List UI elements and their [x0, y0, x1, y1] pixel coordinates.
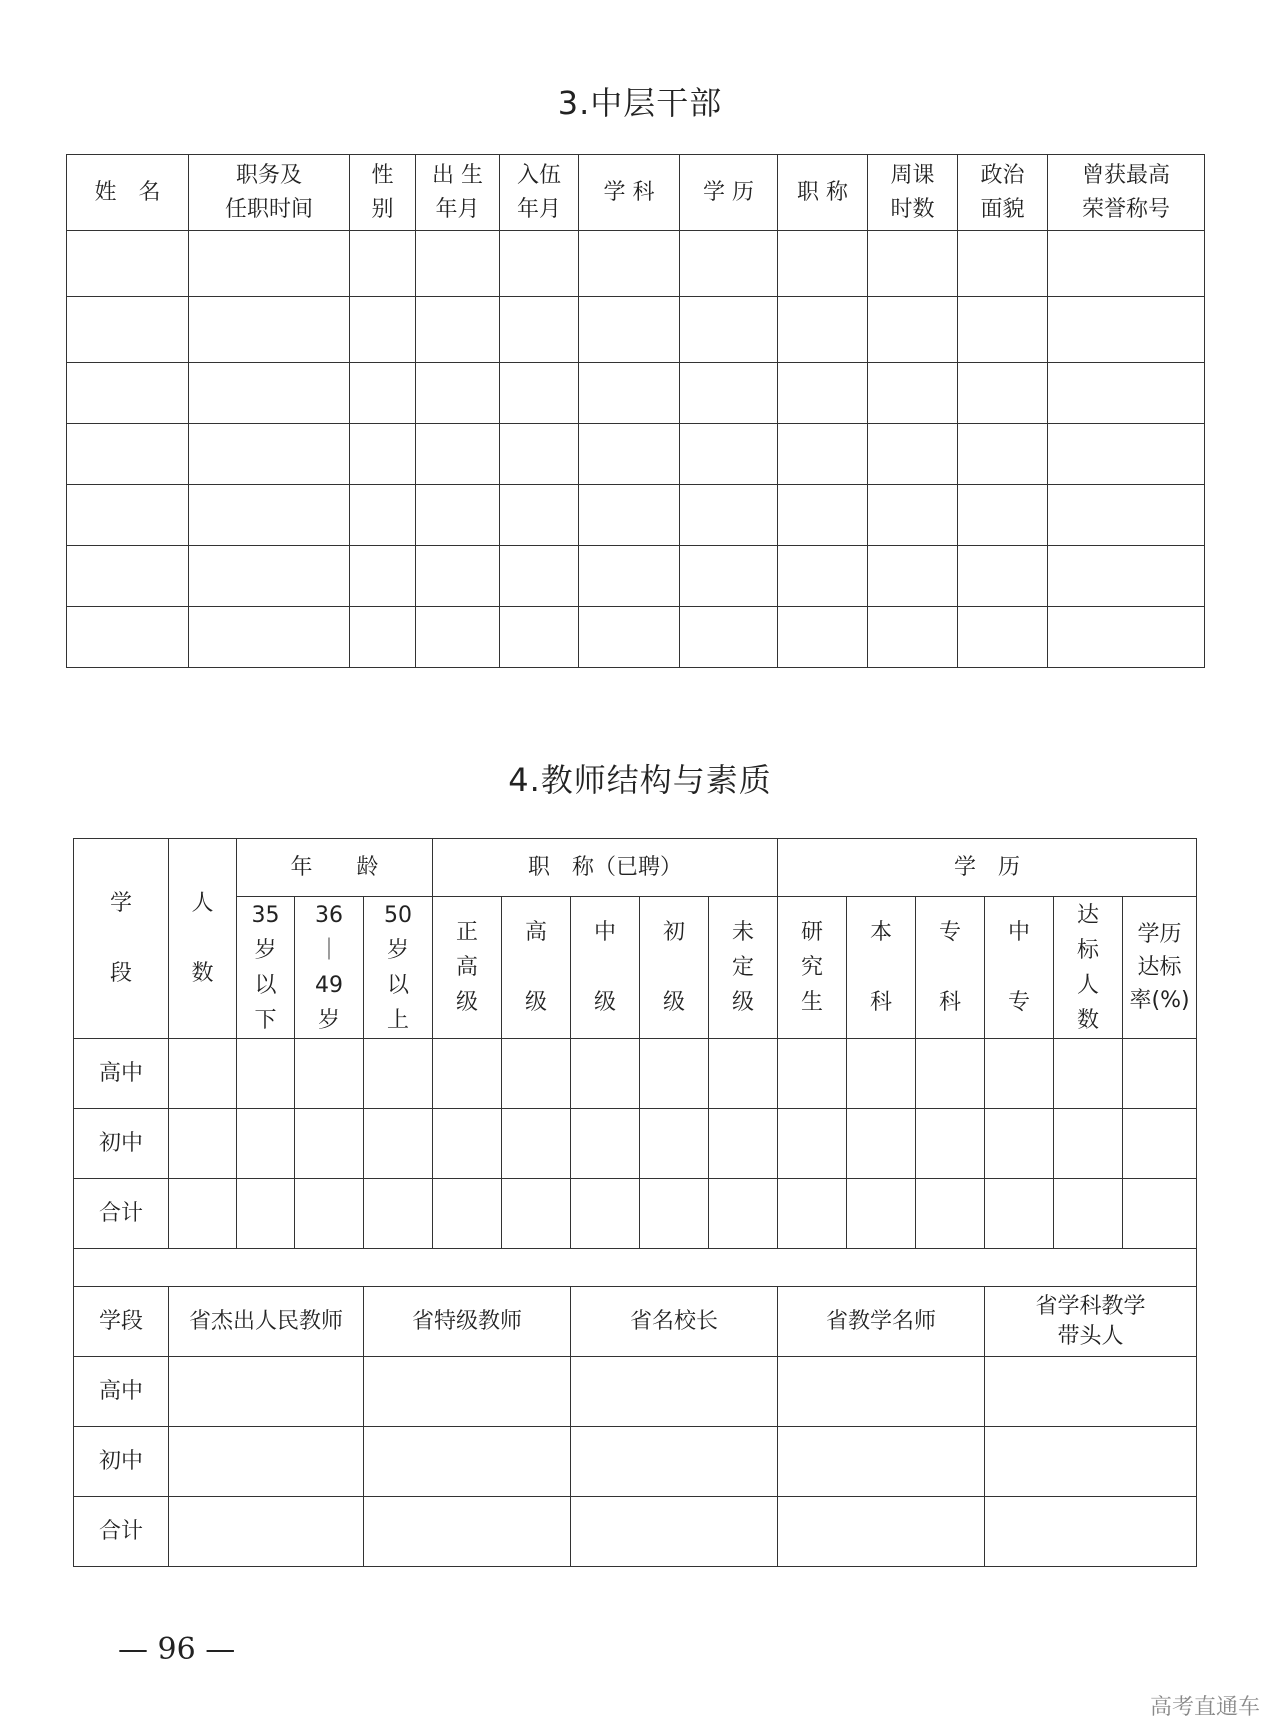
watermark: 高考直通车 [1149, 1695, 1260, 1720]
teachers-body [74, 1039, 1197, 1249]
empty-cell[interactable] [364, 1427, 571, 1497]
empty-cell[interactable] [295, 1039, 364, 1109]
empty-cell[interactable] [847, 1039, 916, 1109]
empty-cell[interactable] [416, 607, 500, 668]
empty-cell[interactable] [916, 1109, 985, 1179]
honor-header-cell: 省教学名师 [778, 1287, 985, 1357]
header-age-group: 年 龄 [237, 839, 433, 897]
empty-cell[interactable] [868, 231, 958, 297]
empty-cell[interactable] [1048, 363, 1205, 424]
empty-cell[interactable] [67, 485, 189, 546]
empty-cell[interactable] [1123, 1179, 1197, 1249]
empty-cell[interactable] [237, 1179, 295, 1249]
group-header-row [74, 839, 1197, 897]
honor-header-cell: 省学科教学 带头人 [985, 1287, 1197, 1357]
empty-cell[interactable] [169, 1039, 237, 1109]
empty-cell[interactable] [364, 1039, 433, 1109]
table-row [74, 1427, 1197, 1497]
empty-cell[interactable] [868, 424, 958, 485]
empty-cell[interactable] [985, 1357, 1197, 1427]
empty-cell[interactable] [778, 424, 868, 485]
sub-header-row [74, 897, 1197, 1039]
empty-cell[interactable] [189, 546, 350, 607]
row-label: 高中 [74, 1039, 169, 1109]
empty-cell[interactable] [958, 607, 1048, 668]
header-title-group: 职 称（已聘） [433, 839, 778, 897]
empty-cell[interactable] [778, 1179, 847, 1249]
header-edu-col: 专 科 [916, 897, 985, 1039]
honor-header-row [74, 1287, 1197, 1357]
empty-cell[interactable] [1048, 297, 1205, 363]
header-cell: 出 生 年月 [416, 155, 500, 231]
table-row [67, 424, 1205, 485]
empty-cell[interactable] [1054, 1039, 1123, 1109]
section-3-title: 3.中层干部 [557, 84, 723, 122]
table-row [67, 485, 1205, 546]
empty-cell[interactable] [1048, 607, 1205, 668]
separator-row [74, 1249, 1197, 1287]
empty-cell[interactable] [709, 1109, 778, 1179]
header-age-col: 36 ｜ 49 岁 [295, 897, 364, 1039]
empty-cell[interactable] [67, 297, 189, 363]
table-row [74, 1109, 1197, 1179]
empty-cell[interactable] [680, 546, 778, 607]
table-row [74, 1357, 1197, 1427]
empty-cell[interactable] [169, 1357, 364, 1427]
empty-cell[interactable] [67, 363, 189, 424]
empty-cell[interactable] [571, 1357, 778, 1427]
empty-cell[interactable] [500, 607, 579, 668]
empty-cell[interactable] [433, 1179, 502, 1249]
empty-cell[interactable] [502, 1179, 571, 1249]
table-row [67, 363, 1205, 424]
empty-cell[interactable] [416, 485, 500, 546]
empty-cell[interactable] [169, 1109, 237, 1179]
empty-cell[interactable] [778, 1497, 985, 1567]
empty-cell[interactable] [579, 485, 680, 546]
page-number: — 96 — [118, 1632, 236, 1667]
empty-cell[interactable] [680, 297, 778, 363]
empty-cell[interactable] [433, 1039, 502, 1109]
cadres-body [67, 231, 1205, 668]
empty-cell[interactable] [433, 1109, 502, 1179]
empty-cell[interactable] [500, 363, 579, 424]
empty-cell[interactable] [958, 297, 1048, 363]
empty-cell[interactable] [579, 546, 680, 607]
empty-cell[interactable] [295, 1179, 364, 1249]
empty-cell[interactable] [778, 546, 868, 607]
empty-cell[interactable] [868, 297, 958, 363]
empty-cell[interactable] [778, 485, 868, 546]
header-renshu: 人 数 [169, 839, 237, 1039]
empty-cell[interactable] [571, 1427, 778, 1497]
table-row [74, 1179, 1197, 1249]
header-cell: 入伍 年月 [500, 155, 579, 231]
empty-cell[interactable] [868, 485, 958, 546]
table-row [74, 1497, 1197, 1567]
empty-cell[interactable] [571, 1039, 640, 1109]
empty-cell[interactable] [1048, 546, 1205, 607]
empty-cell[interactable] [295, 1109, 364, 1179]
header-age-col: 50 岁 以 上 [364, 897, 433, 1039]
empty-cell[interactable] [189, 424, 350, 485]
empty-cell[interactable] [350, 424, 416, 485]
header-cell: 职 称 [778, 155, 868, 231]
empty-cell[interactable] [709, 1039, 778, 1109]
separator-cell [74, 1249, 1197, 1287]
empty-cell[interactable] [571, 1179, 640, 1249]
header-edu-col: 研 究 生 [778, 897, 847, 1039]
empty-cell[interactable] [350, 607, 416, 668]
empty-cell[interactable] [350, 297, 416, 363]
empty-cell[interactable] [350, 231, 416, 297]
empty-cell[interactable] [916, 1039, 985, 1109]
header-cell: 职务及 任职时间 [189, 155, 350, 231]
empty-cell[interactable] [189, 297, 350, 363]
empty-cell[interactable] [958, 231, 1048, 297]
cadres-header-row [67, 155, 1205, 231]
empty-cell[interactable] [985, 1039, 1054, 1109]
empty-cell[interactable] [680, 607, 778, 668]
row-label: 合计 [74, 1497, 169, 1567]
empty-cell[interactable] [500, 231, 579, 297]
header-cell: 政治 面貌 [958, 155, 1048, 231]
empty-cell[interactable] [67, 231, 189, 297]
empty-cell[interactable] [579, 424, 680, 485]
empty-cell[interactable] [985, 1497, 1197, 1567]
header-title-col: 正 高 级 [433, 897, 502, 1039]
honor-header-cell: 学段 [74, 1287, 169, 1357]
empty-cell[interactable] [640, 1179, 709, 1249]
honor-header-cell: 省特级教师 [364, 1287, 571, 1357]
empty-cell[interactable] [571, 1497, 778, 1567]
empty-cell[interactable] [500, 424, 579, 485]
empty-cell[interactable] [579, 607, 680, 668]
empty-cell[interactable] [1048, 231, 1205, 297]
header-age-col: 35 岁 以 下 [237, 897, 295, 1039]
empty-cell[interactable] [237, 1039, 295, 1109]
empty-cell[interactable] [169, 1179, 237, 1249]
empty-cell[interactable] [579, 231, 680, 297]
empty-cell[interactable] [364, 1179, 433, 1249]
empty-cell[interactable] [500, 297, 579, 363]
empty-cell[interactable] [502, 1109, 571, 1179]
empty-cell[interactable] [1054, 1179, 1123, 1249]
empty-cell[interactable] [778, 297, 868, 363]
empty-cell[interactable] [500, 546, 579, 607]
empty-cell[interactable] [364, 1357, 571, 1427]
empty-cell[interactable] [350, 485, 416, 546]
header-title-col: 中 级 [571, 897, 640, 1039]
honor-body [74, 1357, 1197, 1567]
header-cell: 姓 名 [67, 155, 189, 231]
empty-cell[interactable] [1123, 1109, 1197, 1179]
section-4-title: 4.教师结构与素质 [508, 761, 772, 799]
empty-cell[interactable] [189, 231, 350, 297]
header-edu-col: 中 专 [985, 897, 1054, 1039]
table-row [67, 231, 1205, 297]
empty-cell[interactable] [985, 1109, 1054, 1179]
empty-cell[interactable] [778, 1039, 847, 1109]
empty-cell[interactable] [868, 607, 958, 668]
empty-cell[interactable] [416, 424, 500, 485]
empty-cell[interactable] [364, 1497, 571, 1567]
empty-cell[interactable] [640, 1039, 709, 1109]
header-xueduan: 学 段 [74, 839, 169, 1039]
empty-cell[interactable] [958, 363, 1048, 424]
empty-cell[interactable] [579, 363, 680, 424]
empty-cell[interactable] [1054, 1109, 1123, 1179]
empty-cell[interactable] [709, 1179, 778, 1249]
table-row [67, 546, 1205, 607]
empty-cell[interactable] [778, 1109, 847, 1179]
empty-cell[interactable] [847, 1179, 916, 1249]
empty-cell[interactable] [189, 607, 350, 668]
header-education-group: 学 历 [778, 839, 1197, 897]
empty-cell[interactable] [416, 297, 500, 363]
empty-cell[interactable] [67, 607, 189, 668]
empty-cell[interactable] [958, 424, 1048, 485]
empty-cell[interactable] [502, 1039, 571, 1109]
empty-cell[interactable] [416, 231, 500, 297]
empty-cell[interactable] [189, 363, 350, 424]
empty-cell[interactable] [985, 1427, 1197, 1497]
empty-cell[interactable] [1048, 424, 1205, 485]
empty-cell[interactable] [169, 1427, 364, 1497]
empty-cell[interactable] [67, 424, 189, 485]
teacher-structure-table [73, 838, 1197, 1567]
empty-cell[interactable] [416, 363, 500, 424]
header-edu-col: 达 标 人 数 [1054, 897, 1123, 1039]
empty-cell[interactable] [1123, 1039, 1197, 1109]
empty-cell[interactable] [169, 1497, 364, 1567]
empty-cell[interactable] [680, 231, 778, 297]
middle-cadres-table [66, 154, 1205, 668]
empty-cell[interactable] [1048, 485, 1205, 546]
empty-cell[interactable] [778, 607, 868, 668]
empty-cell[interactable] [916, 1179, 985, 1249]
header-cell: 曾获最高 荣誉称号 [1048, 155, 1205, 231]
empty-cell[interactable] [189, 485, 350, 546]
empty-cell[interactable] [985, 1179, 1054, 1249]
header-cell: 学 科 [579, 155, 680, 231]
header-title-col: 初 级 [640, 897, 709, 1039]
empty-cell[interactable] [67, 546, 189, 607]
row-label: 初中 [74, 1109, 169, 1179]
header-title-col: 未 定 级 [709, 897, 778, 1039]
empty-cell[interactable] [958, 546, 1048, 607]
empty-cell[interactable] [640, 1109, 709, 1179]
empty-cell[interactable] [571, 1109, 640, 1179]
table-row [67, 607, 1205, 668]
empty-cell[interactable] [778, 363, 868, 424]
empty-cell[interactable] [868, 546, 958, 607]
empty-cell[interactable] [778, 1357, 985, 1427]
empty-cell[interactable] [778, 1427, 985, 1497]
row-label: 合计 [74, 1179, 169, 1249]
empty-cell[interactable] [350, 363, 416, 424]
empty-cell[interactable] [958, 485, 1048, 546]
table-row [74, 1039, 1197, 1109]
row-label: 初中 [74, 1427, 169, 1497]
empty-cell[interactable] [350, 546, 416, 607]
header-cell: 学 历 [680, 155, 778, 231]
honor-header-cell: 省名校长 [571, 1287, 778, 1357]
empty-cell[interactable] [500, 485, 579, 546]
header-cell: 性 别 [350, 155, 416, 231]
empty-cell[interactable] [364, 1109, 433, 1179]
empty-cell[interactable] [680, 424, 778, 485]
honor-header-cell: 省杰出人民教师 [169, 1287, 364, 1357]
header-edu-col: 学历 达标 率(%) [1123, 897, 1197, 1039]
empty-cell[interactable] [237, 1109, 295, 1179]
row-label: 高中 [74, 1357, 169, 1427]
empty-cell[interactable] [778, 231, 868, 297]
header-title-col: 高 级 [502, 897, 571, 1039]
header-edu-col: 本 科 [847, 897, 916, 1039]
empty-cell[interactable] [847, 1109, 916, 1179]
table-row [67, 297, 1205, 363]
empty-cell[interactable] [680, 363, 778, 424]
header-cell: 周课 时数 [868, 155, 958, 231]
empty-cell[interactable] [416, 546, 500, 607]
empty-cell[interactable] [680, 485, 778, 546]
empty-cell[interactable] [579, 297, 680, 363]
empty-cell[interactable] [868, 363, 958, 424]
